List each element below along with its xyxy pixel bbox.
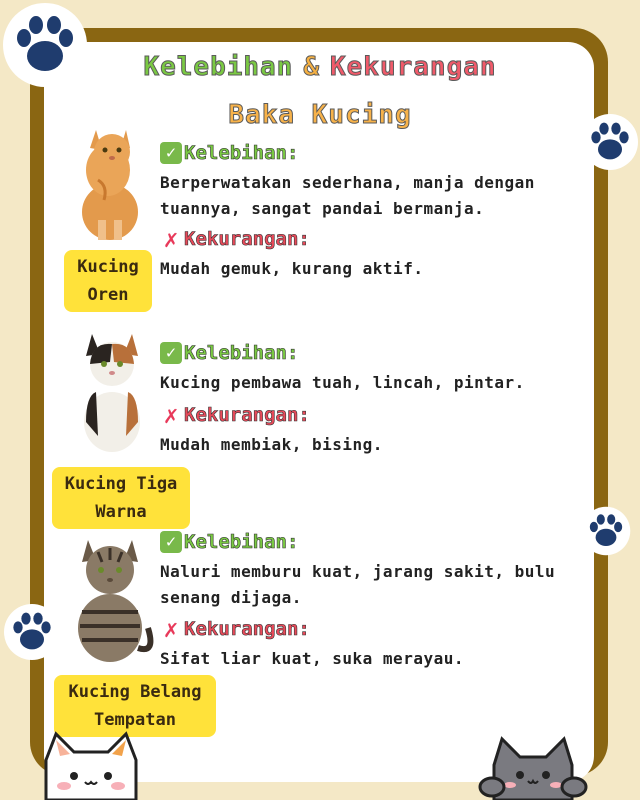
kelebihan-label: Kelebihan: bbox=[184, 142, 299, 164]
kelebihan-heading bbox=[160, 531, 298, 553]
kelebihan-label: Kelebihan: bbox=[184, 531, 299, 553]
kekurangan-label: Kekurangan: bbox=[184, 404, 310, 426]
title-ampersand: & bbox=[303, 52, 320, 82]
cross-icon: ✗ bbox=[163, 225, 179, 253]
kekurangan-text: Mudah membiak, bising. bbox=[160, 435, 383, 454]
check-icon: ✓ bbox=[160, 531, 182, 553]
tabby-cat-image bbox=[64, 528, 156, 668]
kelebihan-text: Berperwatakan sederhana, manja dengan tuannya, sangat pandai bermanja. bbox=[160, 173, 535, 218]
kelebihan-label: Kelebihan: bbox=[184, 342, 299, 364]
paw-icon bbox=[580, 505, 632, 557]
kekurangan-text: Mudah gemuk, kurang aktif. bbox=[160, 259, 424, 278]
cross-icon: ✗ bbox=[163, 401, 179, 429]
orange-cat-image bbox=[68, 120, 152, 242]
white-cartoon-cat-icon bbox=[36, 730, 146, 800]
title-word-kekurangan: Kekurangan bbox=[330, 52, 497, 82]
calico-cat-image bbox=[72, 326, 152, 456]
kekurangan-heading bbox=[160, 401, 310, 429]
kelebihan-text: Naluri memburu kuat, jarang sakit, bulu senang dijaga. bbox=[160, 562, 556, 607]
kelebihan-heading bbox=[160, 342, 298, 364]
cross-icon: ✗ bbox=[163, 615, 179, 643]
kekurangan-heading bbox=[160, 615, 310, 643]
title-word-kelebihan: Kelebihan bbox=[143, 52, 294, 82]
kelebihan-heading bbox=[160, 142, 298, 164]
check-icon: ✓ bbox=[160, 342, 182, 364]
breed-label-kucing-tiga-warna: Kucing Tiga Warna bbox=[52, 467, 190, 529]
page-title-line-1 bbox=[0, 52, 640, 82]
breed-label-kucing-belang-tempatan: Kucing Belang Tempatan bbox=[54, 675, 216, 737]
grey-cartoon-cat-icon bbox=[478, 735, 588, 800]
kekurangan-label: Kekurangan: bbox=[184, 618, 310, 640]
kekurangan-label: Kekurangan: bbox=[184, 228, 310, 250]
kekurangan-heading bbox=[160, 225, 310, 253]
check-icon: ✓ bbox=[160, 142, 182, 164]
kekurangan-text: Sifat liar kuat, suka merayau. bbox=[160, 649, 464, 668]
kelebihan-text: Kucing pembawa tuah, lincah, pintar. bbox=[160, 373, 525, 392]
breed-label-kucing-oren: Kucing Oren bbox=[64, 250, 152, 312]
page-title-line-2: Baka Kucing bbox=[228, 100, 412, 130]
paw-icon bbox=[2, 602, 62, 662]
